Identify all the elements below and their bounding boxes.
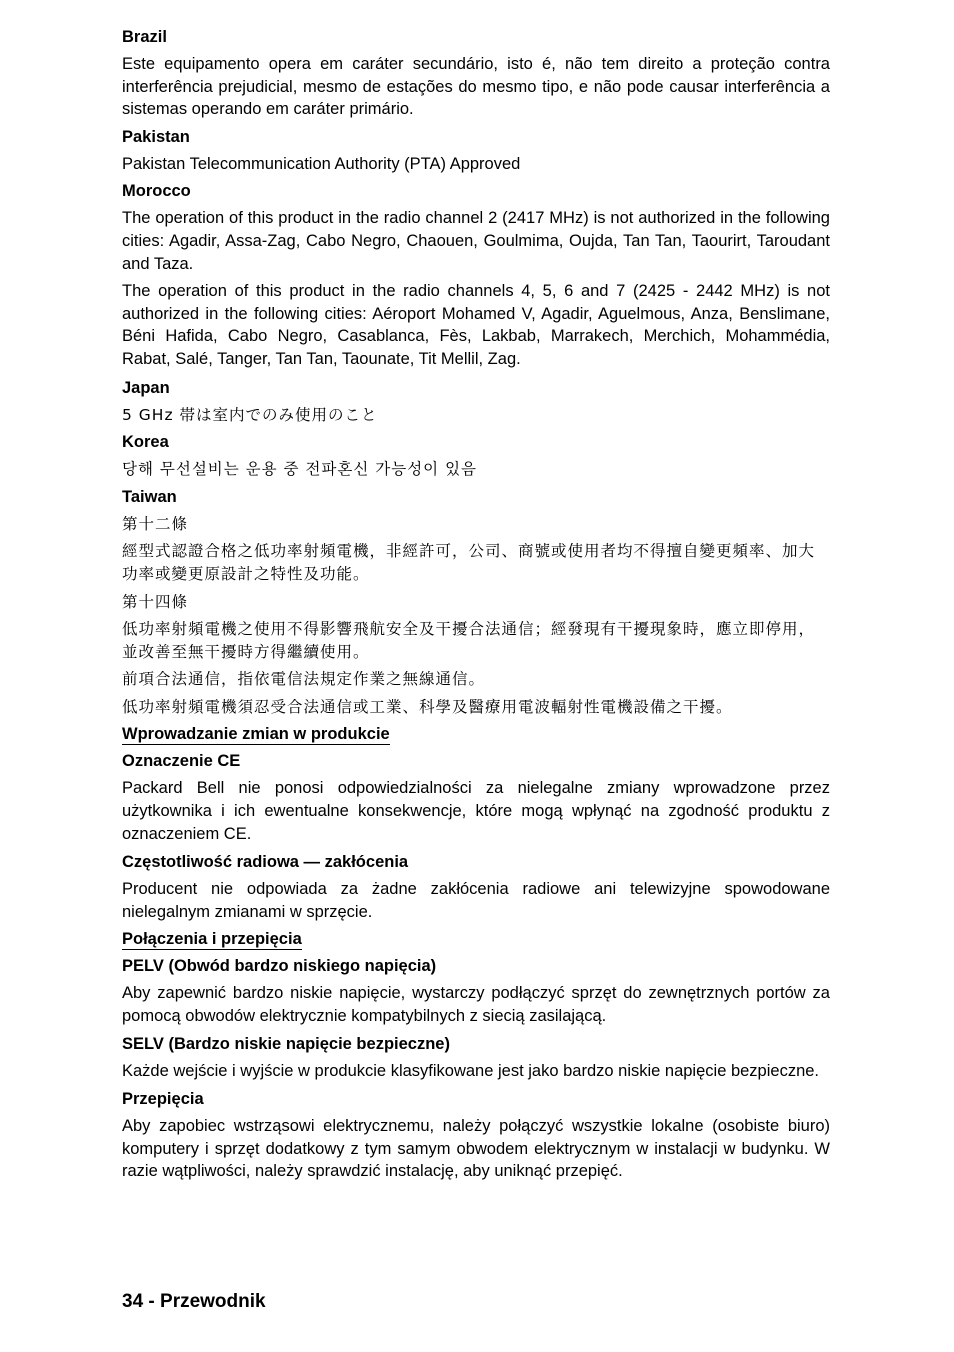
radio-interference-text: Producent nie odpowiada za żadne zakłócenia radiowe ani telewizyjne spowodowane nielegalnym zmianami w sprzęcie.	[122, 880, 830, 921]
morocco-text-2: The operation of this product in the radio channels 4, 5, 6 and 7 (2425 - 2442 MHz) is not authorized in the following cities: Aéroport Mohamed V, Agadir, Aguelmous, Anza, Benslimane, Béni Hafida, Cabo Negro, Casablanca, Fès, Lakbab, Marrakech, Merchich, Mohammédia, Rabat, Salé, Tanger, Tan Tan, Taounate, Tit Mellil, Zag.	[122, 282, 830, 368]
taiwan-article-12-text: 經型式認證合格之低功率射頻電機，非經許可，公司、商號或使用者均不得擅自變更頻率、加大功率或變更原設計之特性及功能。	[122, 542, 816, 583]
selv-heading: SELV (Bardzo niskie napięcie bezpieczne)	[122, 1034, 450, 1053]
pelv-text: Aby zapewnić bardzo niskie napięcie, wystarczy podłączyć sprzęt do zewnętrznych portów za pomocą obwodów elektrycznie kompatybilnych z siecią zasilającą.	[122, 984, 830, 1026]
modifications-heading	[122, 723, 830, 745]
korea-heading: Korea	[122, 433, 169, 452]
pelv-heading: PELV (Obwód bardzo niskiego napięcia)	[122, 957, 437, 976]
taiwan-article-14-text-1: 低功率射頻電機之使用不得影響飛航安全及干擾合法通信；經發現有干擾現象時，應立即停用，並改善至無干擾時方得繼續使用。	[122, 620, 816, 661]
brazil-heading: Brazil	[122, 28, 167, 46]
surge-heading: Przepięcia	[122, 1090, 204, 1109]
surge-text: Aby zapobiec wstrząsowi elektrycznemu, należy połączyć wszystkie lokalne (osobiste biuro) komputery i sprzęt dodatkowy z tym samym obwodem elektrycznym w instalacji w budynku. W razie wątpliwości, należy sprawdzić instalację, aby uniknąć przepięć.	[122, 1117, 830, 1181]
connections-heading	[122, 928, 830, 950]
taiwan-article-14-text-3: 低功率射頻電機須忍受合法通信或工業、科學及醫療用電波輻射性電機設備之干擾。	[122, 697, 733, 716]
morocco-heading: Morocco	[122, 182, 191, 201]
taiwan-article-12-title: 第十二條	[122, 514, 189, 533]
radio-interference-heading: Częstotliwość radiowa — zakłócenia	[122, 853, 409, 872]
japan-heading: Japan	[122, 378, 170, 397]
pakistan-text: Pakistan Telecommunication Authority (PTA) Approved	[122, 154, 521, 173]
selv-text: Każde wejście i wyjście w produkcie klasyfikowane jest jako bardzo niskie napięcie bezpieczne.	[122, 1061, 820, 1080]
ce-marking-text: Packard Bell nie ponosi odpowiedzialności za nielegalne zmiany wprowadzone przez użytkownika i ich ewentualne konsekwencje, które mogą wpłynąć na zgodność produktu z oznaczeniem CE.	[122, 779, 830, 843]
morocco-text-1: The operation of this product in the radio channel 2 (2417 MHz) is not authorized in the following cities: Agadir, Assa-Zag, Cabo Negro, Chaouen, Goulmima, Oujda, Tan Tan, Taourirt, Taroudant and Taza.	[122, 209, 830, 273]
korea-text: 당해 무선설비는 운용 중 전파혼신 가능성이 있음	[122, 460, 478, 479]
taiwan-article-14-title: 第十四條	[122, 592, 189, 611]
page-content	[122, 26, 830, 1188]
japan-text: 5 GHz 帯は室内でのみ使用のこと	[122, 405, 378, 424]
connections-heading-text: Połączenia i przepięcia	[122, 930, 302, 949]
pakistan-heading: Pakistan	[122, 127, 190, 146]
taiwan-article-14-text-2: 前項合法通信，指依電信法規定作業之無線通信。	[122, 670, 486, 689]
brazil-text: Este equipamento opera em caráter secundário, isto é, não tem direito a proteção contra interferência prejudicial, mesmo de estações do mesmo tipo, e não pode causar interferência a sistemas operando em caráter primário.	[122, 55, 830, 119]
modifications-heading-text: Wprowadzanie zmian w produkcie	[122, 725, 390, 744]
ce-marking-heading: Oznaczenie CE	[122, 752, 241, 771]
page-footer: 34 - Przewodnik	[122, 1291, 266, 1312]
taiwan-heading: Taiwan	[122, 487, 177, 506]
